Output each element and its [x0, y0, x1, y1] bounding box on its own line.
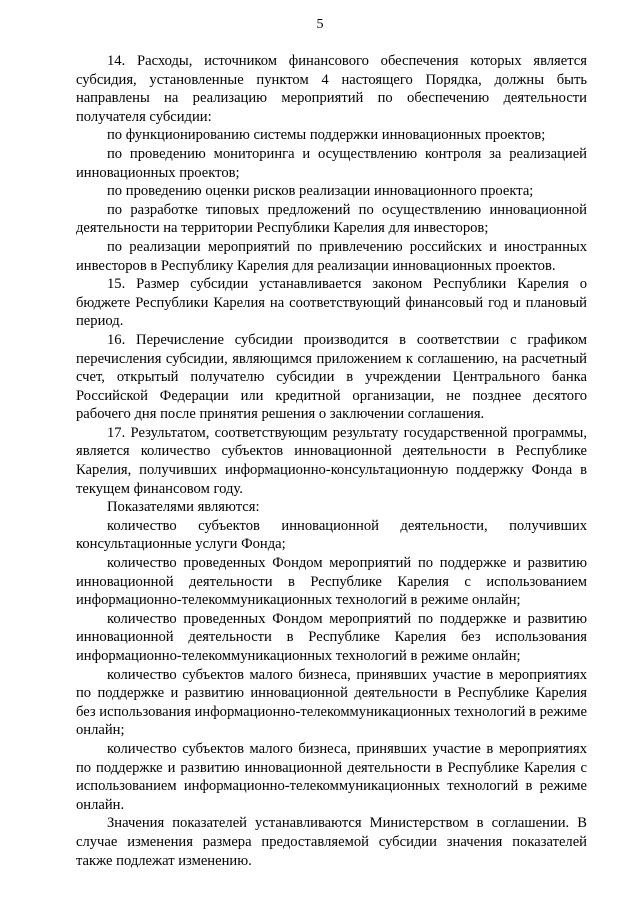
list-item-risk-assessment: по проведению оценки рисков реализации инновационного проекта;: [107, 183, 534, 200]
document-body: [76, 52, 587, 870]
indicator-events-online: количество проведенных Фондом мероприятий по поддержке и развитию инновационной деятельности в Республике Карелия с использованием информационно-телекоммуникационных технологий в режиме онлайн;: [76, 555, 587, 609]
paragraph-17-result: 17. Результатом, соответствующим результату государственной программы, является количество субъектов инновационной деятельности в Республике Карелия, получивших информационно-консультационную поддержку Фонда в текущем финансовом году.: [76, 424, 587, 497]
paragraph-16-transfer: 16. Перечисление субсидии производится в соответствии с графиком перечисления субсидии, являющимся приложением к соглашению, на расчетный счет, открытый получателю субсидии в учреждении Центрального банка Российской Федерации или кредитной организации, не позднее десятого рабочего дня после принятия решения о заключении соглашения.: [76, 331, 587, 423]
list-item-monitoring: по проведению мониторинга и осуществлению контроля за реализацией инновационных проектов;: [76, 145, 587, 181]
paragraph-15-subsidy-amount: 15. Размер субсидии устанавливается законом Республики Карелия о бюджете Республики Карелия на соответствующий финансовый год и плановый период.: [76, 276, 587, 330]
list-item-investor-attraction: по реализации мероприятий по привлечению российских и иностранных инвесторов в Республику Карелия для реализации инновационных проектов.: [76, 238, 587, 274]
page-number: 5: [316, 17, 324, 32]
indicator-small-business-offline: количество субъектов малого бизнеса, принявших участие в мероприятиях по поддержке и развитию инновационной деятельности в Республике Карелия без использования информационно-телекоммуникационных технологий в режиме онлайн;: [76, 666, 587, 739]
list-item-investor-proposals: по разработке типовых предложений по осуществлению инновационной деятельности на территории Республики Карелия для инвесторов;: [76, 201, 587, 237]
indicator-events-offline: количество проведенных Фондом мероприятий по поддержке и развитию инновационной деятельности в Республике Карелия без использования информационно-телекоммуникационных технологий в режиме онлайн;: [76, 610, 587, 664]
indicators-heading: Показателями являются:: [107, 499, 260, 516]
list-item-support-system: по функционированию системы поддержки инновационных проектов;: [107, 127, 546, 144]
paragraph-indicator-values: Значения показателей устанавливаются Министерством в соглашении. В случае изменения размера предоставляемой субсидии значения показателей также подлежат изменению.: [76, 815, 587, 869]
indicator-small-business-online: количество субъектов малого бизнеса, принявших участие в мероприятиях по поддержке и развитию инновационной деятельности в Республике Карелия с использованием информационно-телекоммуникационных технологий в режиме онлайн.: [76, 740, 587, 813]
indicator-consulted-subjects: количество субъектов инновационной деятельности, получивших консультационные услуги Фонда;: [76, 517, 587, 553]
paragraph-14-expenses: 14. Расходы, источником финансового обеспечения которых является субсидия, установленные пунктом 4 настоящего Порядка, должны быть направлены на реализацию мероприятий по обеспечению деятельности получателя субсидии:: [76, 53, 587, 125]
